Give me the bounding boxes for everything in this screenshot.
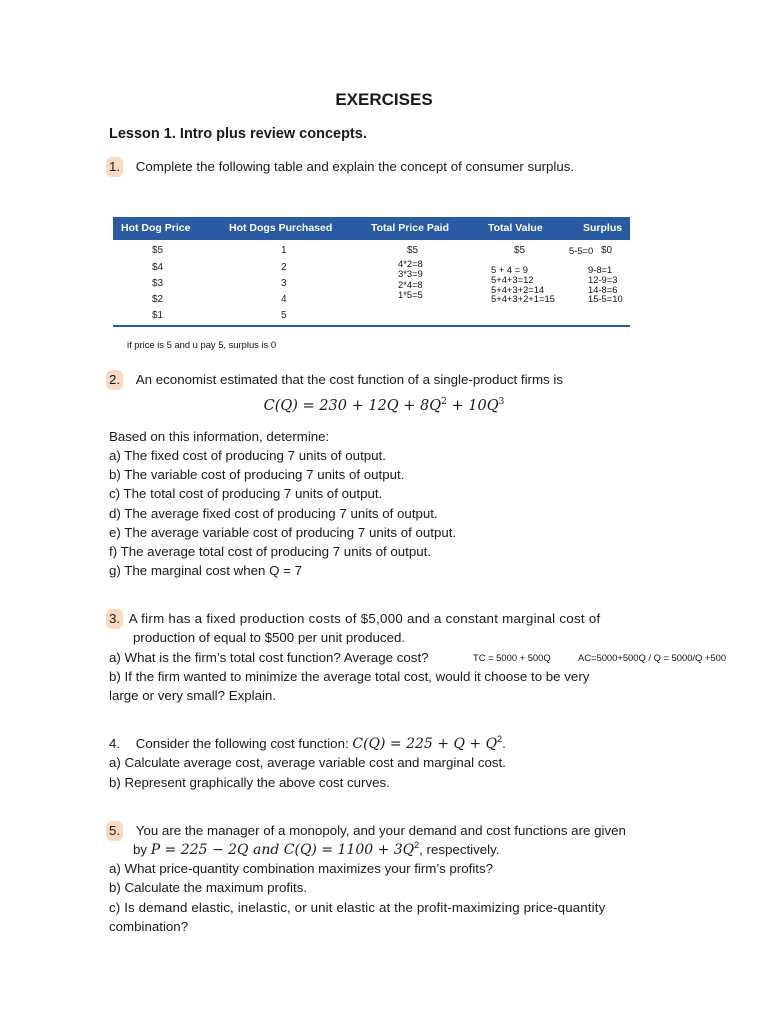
question-5-line-2 bbox=[133, 840, 499, 861]
handwritten-note: if price is 5 and u pay 5, surplus is 0 bbox=[127, 339, 277, 350]
list-item: f) The average total cost of producing 7 units of output. bbox=[109, 544, 432, 559]
question-number-4: 4. bbox=[109, 736, 121, 751]
handwritten-note: 3*3=9 bbox=[398, 268, 423, 279]
table-cell: 2 bbox=[281, 262, 287, 273]
list-item: g) The marginal cost when Q = 7 bbox=[109, 563, 303, 578]
question-5 bbox=[109, 821, 626, 841]
table-bottom-rule bbox=[113, 325, 630, 327]
question-3-a: a) What is the firm’s total cost function? Average cost? bbox=[109, 650, 429, 665]
text-part: by bbox=[133, 842, 151, 857]
list-item: e) The average variable cost of producing 7 units of output. bbox=[109, 525, 457, 540]
handwritten-note: 5+4+3+2+1=15 bbox=[491, 293, 555, 304]
handwritten-note: 9-8=1 bbox=[588, 264, 613, 275]
col-header-purchased: Hot Dogs Purchased bbox=[229, 222, 333, 234]
handwritten-note: 1*5=5 bbox=[398, 289, 423, 300]
question-5-formula: P = 225 − 2Q and C(Q) = 1100 + 3Q bbox=[150, 842, 415, 858]
table-cell: $4 bbox=[152, 262, 164, 273]
question-number-5: 5. bbox=[106, 821, 123, 841]
question-1 bbox=[109, 157, 574, 177]
col-header-price: Hot Dog Price bbox=[121, 222, 191, 234]
list-item: b) The variable cost of producing 7 units of output. bbox=[109, 467, 405, 482]
question-number-2: 2. bbox=[106, 370, 123, 390]
question-3-line-1: A firm has a fixed production costs of $5,000 and a constant marginal cost of bbox=[128, 611, 601, 626]
question-2 bbox=[109, 370, 563, 390]
formula-end: . bbox=[502, 736, 506, 751]
table-cell: $3 bbox=[152, 278, 164, 289]
handwritten-note: 5 + 4 = 9 bbox=[491, 264, 529, 275]
question-3-b-line-1: b) If the firm wanted to minimize the average total cost, would it choose to be very bbox=[109, 669, 590, 684]
handwritten-note: AC=5000+500Q / Q = 5000/Q +500 bbox=[578, 652, 727, 663]
handwritten-note: 15-5=10 bbox=[588, 293, 623, 304]
text-part: , respectively. bbox=[419, 842, 500, 857]
table-cell: 4 bbox=[281, 294, 287, 305]
handwritten-note: 5+4+3+2=14 bbox=[491, 284, 545, 295]
question-5-c-line-1: c) Is demand elastic, inelastic, or unit elastic at the profit-maximizing price-quantity bbox=[109, 900, 606, 915]
formula-exponent: 3 bbox=[498, 397, 505, 407]
list-item: a) The fixed cost of producing 7 units of output. bbox=[109, 448, 386, 463]
handwritten-note: 5-5=0 bbox=[569, 245, 594, 256]
table-cell: 3 bbox=[281, 278, 287, 289]
table-cell: 1 bbox=[281, 245, 287, 256]
question-3 bbox=[109, 609, 659, 629]
formula-exponent: 2 bbox=[414, 840, 420, 850]
list-item: d) The average fixed cost of producing 7 units of output. bbox=[109, 506, 438, 521]
table-cell: 5 bbox=[281, 310, 287, 321]
question-3-b-line-2: large or very small? Explain. bbox=[109, 688, 277, 703]
table-cell: $5 bbox=[152, 245, 164, 256]
question-4-a: a) Calculate average cost, average variable cost and marginal cost. bbox=[109, 755, 506, 770]
question-5-b: b) Calculate the maximum profits. bbox=[109, 880, 308, 895]
list-item: c) The total cost of producing 7 units of output. bbox=[109, 486, 383, 501]
question-4 bbox=[109, 734, 506, 755]
formula-exponent: 2 bbox=[497, 734, 503, 744]
handwritten-note: 2*4=8 bbox=[398, 279, 423, 290]
question-2-intro: Based on this information, determine: bbox=[109, 429, 330, 444]
table-cell: $2 bbox=[152, 294, 164, 305]
formula-exponent: 2 bbox=[441, 397, 447, 407]
table-cell: $1 bbox=[152, 310, 164, 321]
cost-function-formula bbox=[0, 398, 768, 414]
question-number-1: 1. bbox=[106, 157, 123, 177]
lesson-heading: Lesson 1. Intro plus review concepts. bbox=[109, 126, 367, 142]
handwritten-note: 4*2=8 bbox=[398, 258, 423, 269]
question-4-formula: C(Q) = 225 + Q + Q bbox=[352, 736, 498, 752]
col-header-surplus: Surplus bbox=[583, 222, 623, 234]
formula-part: + 10Q bbox=[446, 398, 499, 414]
question-3-line-2: production of equal to $500 per unit produced. bbox=[133, 630, 406, 645]
table-cell: $0 bbox=[601, 245, 613, 256]
formula-part: C(Q) = 230 + 12Q + 8Q bbox=[263, 398, 442, 414]
handwritten-note: 14-8=6 bbox=[588, 284, 618, 295]
question-5-c-line-2: combination? bbox=[109, 919, 189, 934]
question-4-b: b) Represent graphically the above cost curves. bbox=[109, 775, 390, 790]
handwritten-note: 12-9=3 bbox=[588, 274, 618, 285]
question-5-line-1: You are the manager of a monopoly, and your demand and cost functions are given bbox=[135, 823, 626, 838]
page-title: EXERCISES bbox=[335, 90, 433, 109]
table-cell: $5 bbox=[514, 245, 526, 256]
question-5-a: a) What price-quantity combination maximizes your firm’s profits? bbox=[109, 861, 494, 876]
question-4-text: Consider the following cost function: bbox=[135, 736, 353, 751]
question-1-text: Complete the following table and explain the concept of consumer surplus. bbox=[135, 159, 575, 174]
question-2-text: An economist estimated that the cost function of a single-product firms is bbox=[135, 372, 563, 387]
col-header-total-value: Total Value bbox=[488, 222, 543, 234]
handwritten-note: 5+4+3=12 bbox=[491, 274, 534, 285]
question-number-3: 3. bbox=[106, 609, 123, 629]
handwritten-note: TC = 5000 + 500Q bbox=[473, 652, 551, 663]
col-header-total-price: Total Price Paid bbox=[371, 222, 449, 234]
table-cell: $5 bbox=[407, 245, 419, 256]
